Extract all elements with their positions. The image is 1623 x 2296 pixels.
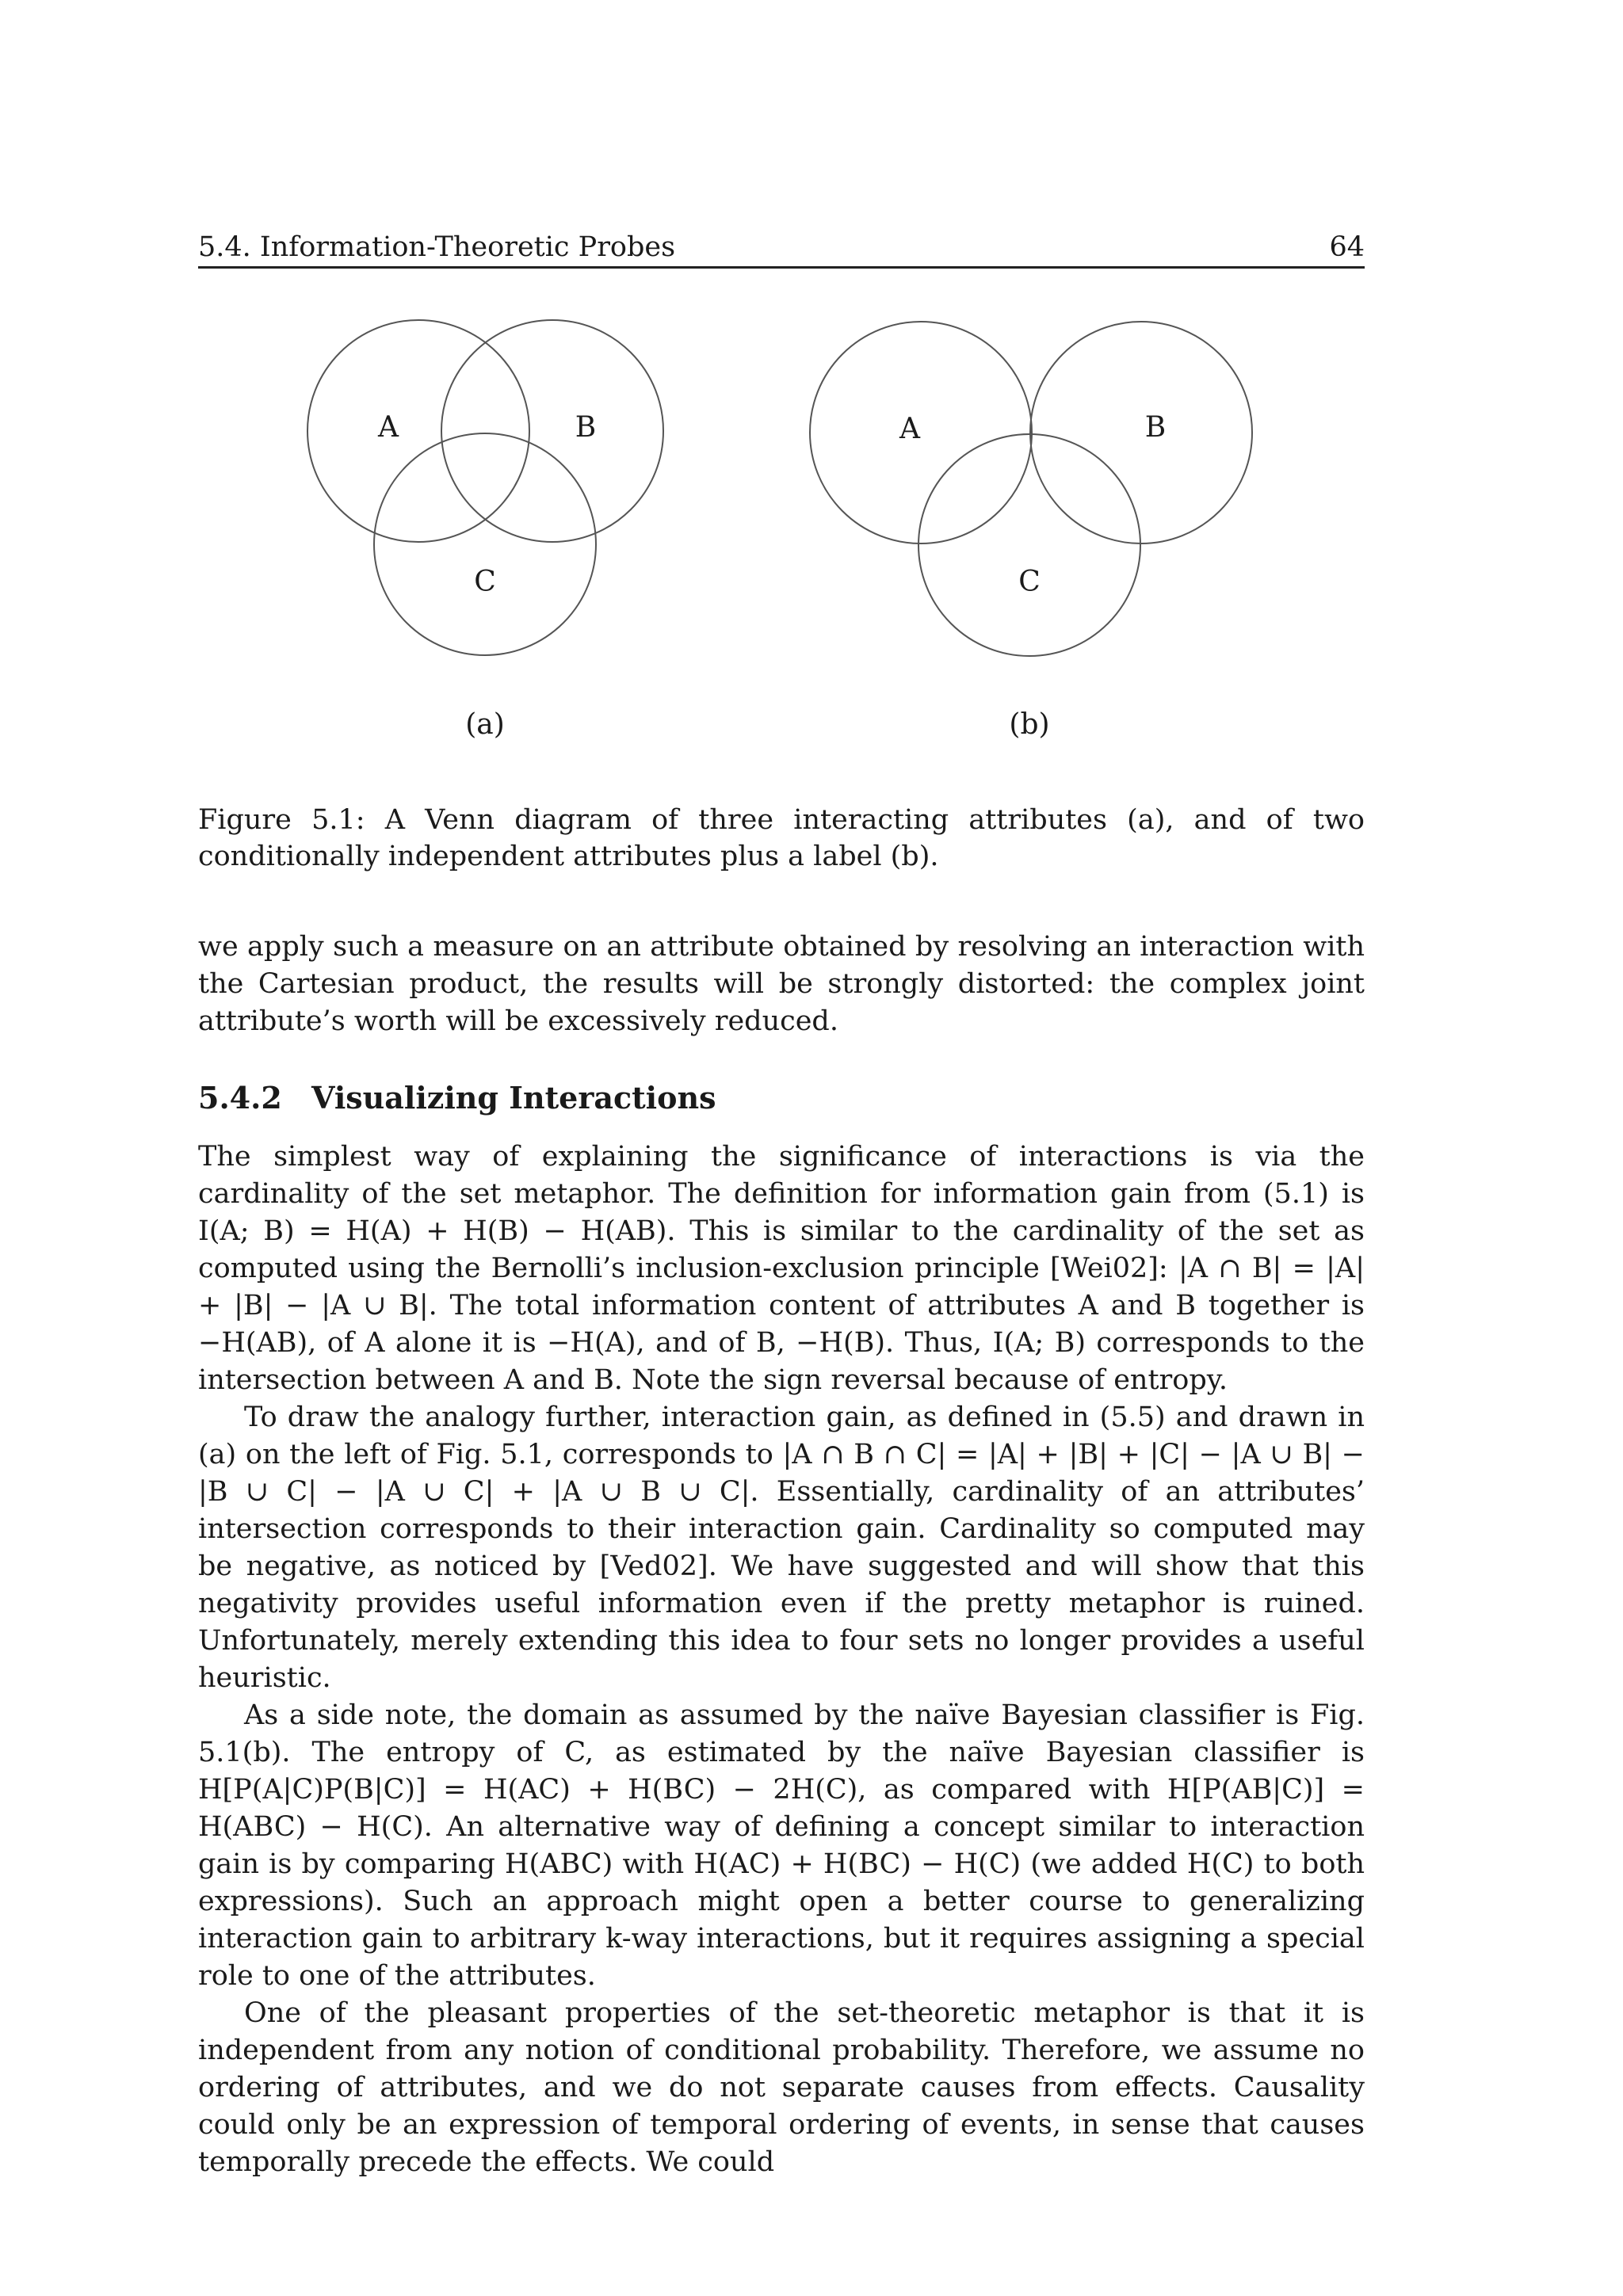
figure-caption: Figure 5.1: A Venn diagram of three interacting attributes (a), and of two conditionally independent attributes plus a label (b). <box>198 804 1365 872</box>
venn-a-circle-c <box>374 433 596 655</box>
paragraph: The simplest way of explaining the significance of interactions is via the cardinality of the set metaphor. The definition for information gain from (5.1) is I(A; B) = H(A) + H(B) − H(AB). This is similar to the cardinality of the set as computed using the Bernolli’s inclusion-exclusion principle [Wei02]: |A ∩ B| = |A| + |B| − |A ∪ B|. The total information content of attributes A and B together is −H(AB), of A alone it is −H(A), and of B, −H(B). Thus, I(A; B) corresponds to the intersection between A and B. Note the sign reversal because of entropy. <box>198 1141 1365 1396</box>
paragraph: As a side note, the domain as assumed by the naïve Bayesian classifier is Fig. 5.1(b). The entropy of C, as estimated by the naïve Bayesian classifier is H[P(A|C)P(B|C)] = H(AC) + H(BC) − 2H(C), as compared with H[P(AB|C)] = H(ABC) − H(C). An alternative way of defining a concept similar to interaction gain is by comparing H(ABC) with H(AC) + H(BC) − H(C) (we added H(C) to both expressions). Such an approach might open a better course to generalizing interaction gain to arbitrary k-way interactions, but it requires assigning a special role to one of the attributes. <box>198 1699 1365 1992</box>
section-title: Visualizing Interactions <box>311 1080 716 1116</box>
intro-paragraph-block <box>198 929 1365 1040</box>
venn-b-label-c: C <box>1018 566 1041 598</box>
page-number: 64 <box>1329 231 1365 263</box>
venn-b-label-b: B <box>1144 411 1167 444</box>
intro-paragraph: we apply such a measure on an attribute obtained by resolving an interaction with the Cartesian product, the results will be strongly distorted: the complex joint attribute’s worth will be excessively reduced. <box>198 931 1365 1037</box>
venn-b-circle-c <box>918 434 1140 656</box>
paragraph: One of the pleasant properties of the set-theoretic metaphor is that it is independent from any notion of conditional probability. Therefore, we assume no ordering of attributes, and we do not separate causes from effects. Causality could only be an expression of temporal ordering of events, in sense that causes temporally precede the effects. We could <box>198 1997 1365 2178</box>
venn-b-label-a: A <box>899 413 920 445</box>
venn-panel-b <box>810 322 1252 656</box>
venn-a-circle-b <box>441 320 663 542</box>
section-heading <box>198 1079 1365 1117</box>
venn-a-label-a: A <box>378 411 399 444</box>
section-body <box>198 1138 1365 2181</box>
venn-a-circle-a <box>307 320 529 542</box>
header-section-title: 5.4. Information-Theoretic Probes <box>198 231 676 263</box>
venn-a-label-b: B <box>575 411 597 444</box>
section-number: 5.4.2 <box>198 1080 282 1116</box>
venn-panel-a <box>307 320 663 655</box>
venn-b-circle-b <box>1030 322 1252 543</box>
venn-a-sublabel: (a) <box>465 708 505 741</box>
venn-a-label-c: C <box>474 566 496 598</box>
venn-b-sublabel: (b) <box>1009 708 1050 741</box>
paragraph: To draw the analogy further, interaction gain, as defined in (5.5) and drawn in (a) on the left of Fig. 5.1, corresponds to |A ∩ B ∩ C| = |A| + |B| + |C| − |A ∪ B| − |B ∪ C| − |A ∪ C| + |A ∪ B ∪ C|. Essentially, cardinality of an attributes’ intersection corresponds to their interaction gain. Cardinality so computed may be negative, as noticed by [Ved02]. We have suggested and will show that this negativity provides useful information even if the pretty metaphor is ruined. Unfortunately, merely extending this idea to four sets no longer provides a useful heuristic. <box>198 1402 1365 1694</box>
venn-b-circle-a <box>810 322 1032 543</box>
figure-venn-diagrams <box>0 0 1623 776</box>
